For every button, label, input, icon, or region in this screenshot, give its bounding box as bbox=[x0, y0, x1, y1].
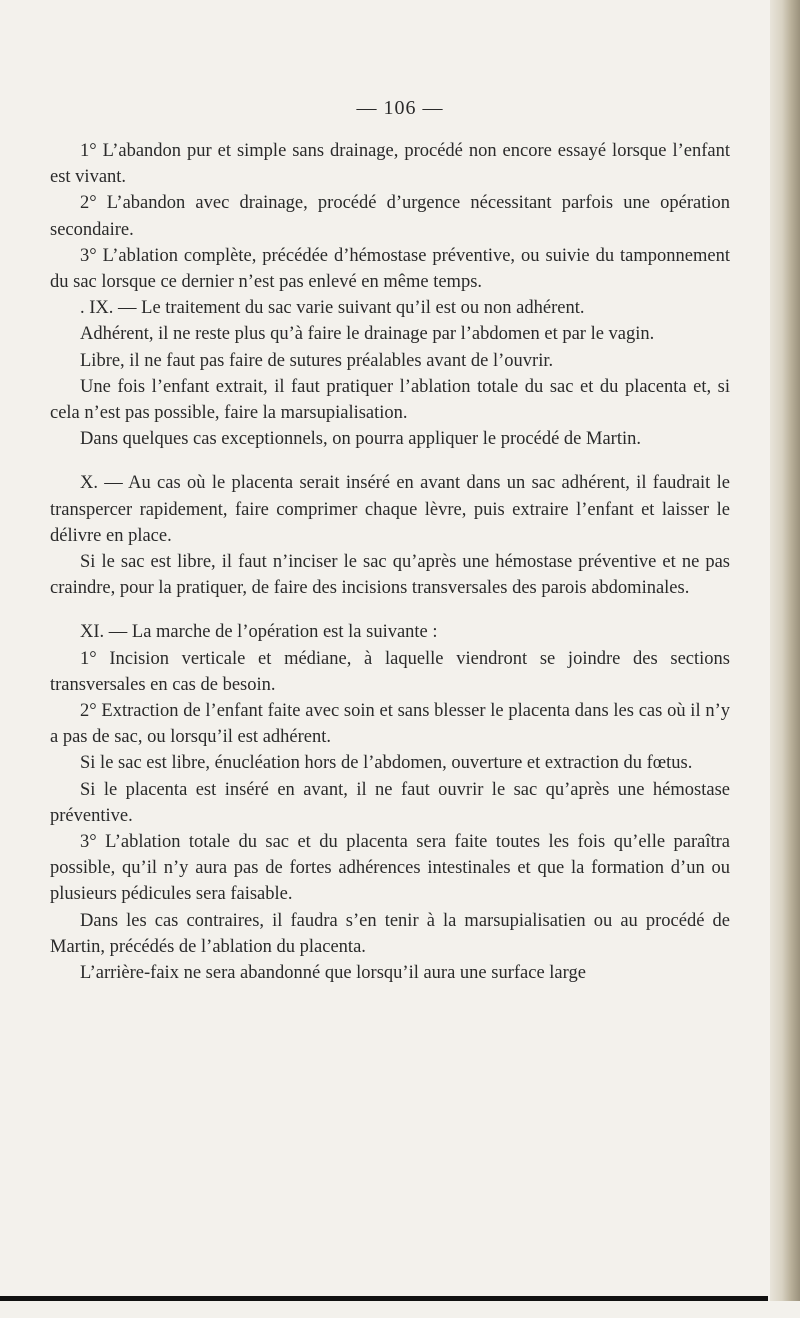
page-edge-shadow bbox=[770, 0, 800, 1318]
paragraph-4: . IX. — Le traitement du sac varie suivant qu’il est ou non adhérent. bbox=[80, 298, 585, 319]
paragraph-13: 2° Extraction de l’enfant faite avec soin et sans blesser le placenta dans les cas où il n’y a pas de sac, ou lorsqu’il est adhérent. bbox=[50, 701, 730, 748]
section-gap bbox=[50, 601, 730, 619]
section-gap bbox=[50, 452, 730, 470]
paragraph-10: Si le sac est libre, il faut n’inciser le sac qu’après une hémostase préventive et ne pas craindre, pour la pratiquer, de faire des incisions transversales des parois abdominales. bbox=[50, 552, 730, 599]
paragraph-2: 2° L’abandon avec drainage, procédé d’urgence nécessitant parfois une opération secondaire. bbox=[50, 193, 730, 240]
paragraph-16: 3° L’ablation totale du sac et du placenta sera faite toutes les fois qu’elle paraîtra possible, qu’il n’y aura pas de fortes adhérences intestinales et que la formation d’un ou plusieurs pédicules sera faisable. bbox=[50, 832, 730, 905]
paragraph-1: 1° L’abandon pur et simple sans drainage, procédé non encore essayé lorsque l’enfant est vivant. bbox=[50, 141, 730, 188]
paragraph-15: Si le placenta est inséré en avant, il ne faut ouvrir le sac qu’après une hémostase préventive. bbox=[50, 779, 730, 826]
paragraph-18: L’arrière-faix ne sera abandonné que lorsqu’il aura une surface large bbox=[80, 963, 586, 984]
paragraph-12: 1° Incision verticale et médiane, à laquelle viendront se joindre des sections transversales en cas de besoin. bbox=[50, 648, 730, 695]
paragraph-17: Dans les cas contraires, il faudra s’en tenir à la marsupialisatien ou au procédé de Martin, précédés de l’ablation du placenta. bbox=[50, 910, 730, 957]
paragraph-6: Libre, il ne faut pas faire de sutures préalables avant de l’ouvrir. bbox=[80, 350, 554, 371]
paragraph-9: X. — Au cas où le placenta serait inséré en avant dans un sac adhérent, il faudrait le transpercer rapidement, faire comprimer chaque lèvre, puis extraire l’enfant et laisser le délivre en place. bbox=[50, 473, 730, 546]
paragraph-8: Dans quelques cas exceptionnels, on pourra appliquer le procédé de Martin. bbox=[80, 429, 641, 450]
paragraph-5: Adhérent, il ne reste plus qu’à faire le drainage par l’abdomen et par le vagin. bbox=[80, 324, 655, 345]
paragraph-14: Si le sac est libre, énucléation hors de l’abdomen, ouverture et extraction du fœtus. bbox=[80, 753, 693, 774]
bottom-margin bbox=[0, 1301, 800, 1318]
page-number: — 106 — bbox=[356, 97, 444, 119]
paragraph-11: XI. — La marche de l’opération est la suivante : bbox=[80, 622, 438, 643]
paragraph-7: Une fois l’enfant extrait, il faut pratiquer l’ablation totale du sac et du placenta et, si cela n’est pas possible, faire la marsupialisation. bbox=[50, 376, 730, 424]
body-text bbox=[50, 138, 730, 986]
paragraph-3: 3° L’ablation complète, précédée d’hémostase préventive, ou suivie du tamponnement du sac lorsque ce dernier n’est pas enlevé en même temps. bbox=[50, 245, 730, 293]
